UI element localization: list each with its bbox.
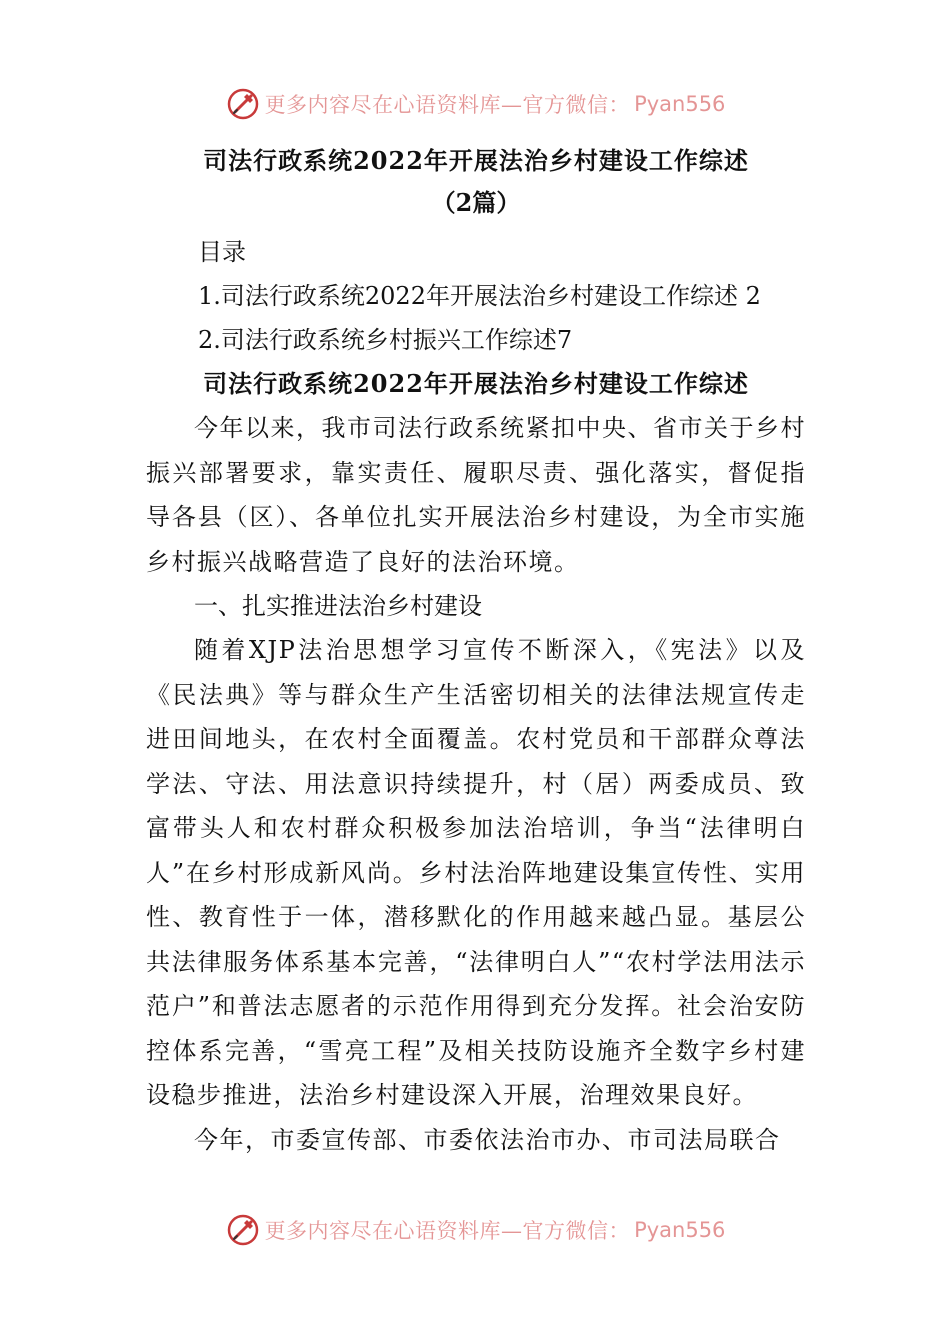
document-body [146, 140, 806, 1162]
toc-item: 1.司法行政系统2022年开展法治乡村建设工作综述 2 [198, 282, 761, 310]
toc-item: 2.司法行政系统乡村振兴工作综述7 [198, 326, 573, 354]
paragraph: 今年，市委宣传部、市委依法治市办、市司法局联合 [194, 1125, 781, 1154]
section-title: 司法行政系统2022年开展法治乡村建设工作综述 [203, 369, 749, 398]
paragraph: 随着XJP法治思想学习宣传不断深入，《宪法》以及《民法典》等与群众生产生活密切相关的法律法规宣传走进田间地头，在农村全面覆盖。农村党员和干部群众尊法学法、守法、用法意识持续提升，村（居）两委成员、致富带头人和农村群众积极参加法治培训，争当“法律明白人”在乡村形成新风尚。乡村法治阵地建设集宣传性、实用性、教育性于一体，潜移默化的作用越来越凸显。基层公共法律服务体系基本完善，“法律明白人”“农村学法用法示范户”和普法志愿者的示范作用得到充分发挥。社会治安防控体系完善，“雪亮工程”及相关技防设施齐全数字乡村建设稳步推进，法治乡村建设深入开展，治理效果良好。 [146, 636, 806, 1109]
toc-heading: 目录 [198, 238, 246, 266]
watermark-header [0, 84, 950, 124]
watermark-text: 更多内容尽在心语资料库—官方微信： [264, 93, 631, 117]
pen-logo-icon [225, 1212, 261, 1248]
watermark-wechat-id: Pyan556 [634, 1218, 726, 1242]
watermark-footer [0, 1210, 950, 1250]
paragraph: 今年以来，我市司法行政系统紧扣中央、省市关于乡村振兴部署要求，靠实责任、履职尽责、强化落实，督促指导各县（区）、各单位扎实开展法治乡村建设，为全市实施乡村振兴战略营造了良好的法治环境。 [146, 414, 806, 576]
watermark-wechat-id: Pyan556 [634, 92, 726, 116]
document-title: 司法行政系统2022年开展法治乡村建设工作综述 [203, 146, 749, 175]
pen-logo-icon [225, 86, 261, 122]
document-subtitle: （2篇） [431, 188, 521, 217]
watermark-text: 更多内容尽在心语资料库—官方微信： [264, 1219, 631, 1243]
heading-level-1: 一、扎实推进法治乡村建设 [194, 592, 482, 620]
